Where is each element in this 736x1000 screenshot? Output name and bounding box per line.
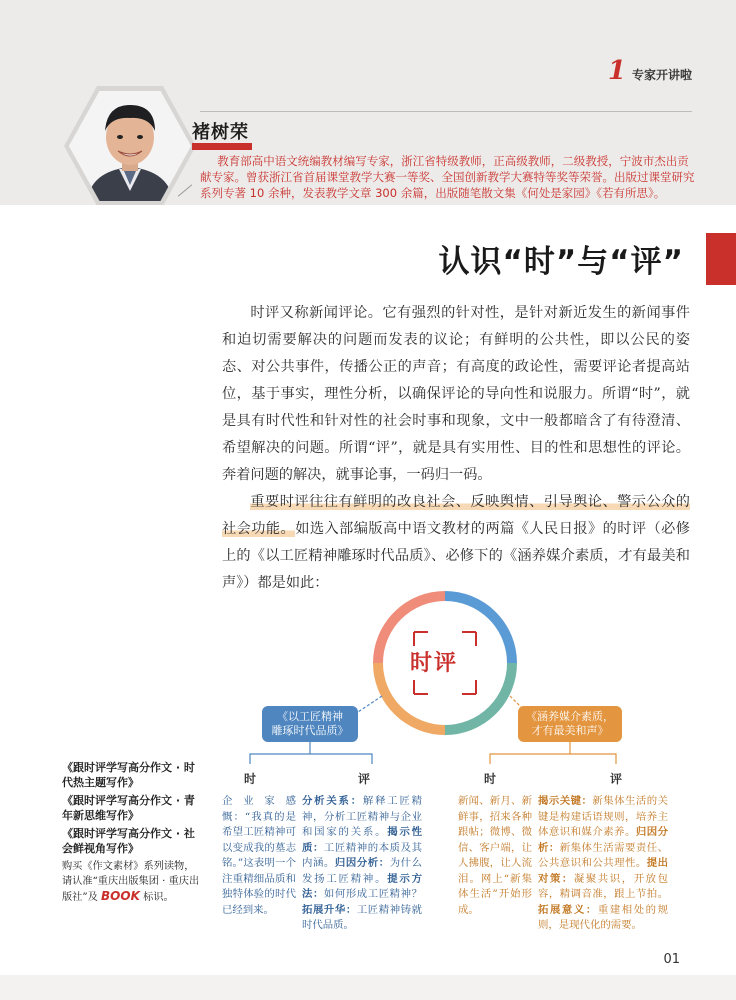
section-name: 专家开讲啦 [631,68,692,82]
name-underline [192,143,252,150]
left-article-pill [262,706,358,742]
point-text: 凝聚共识，开放包容，精调音准，跟上节拍。 [538,872,669,900]
section-number: 1 [607,56,626,86]
keyword: 揭示性质： [302,826,423,854]
point-text: 工匠精神的本质及其内涵。 [302,841,422,869]
point-text: 新集体生活的关键是构建话语规则，培养主体意识和媒介素养。 [538,795,669,838]
point-text: 解释工匠精神，分析工匠精神与企业和国家的关系。 [302,795,423,838]
point-text: 重建相处的规则，是现代化的需要。 [538,903,669,931]
point-text: 工匠精神铸就时代品质。 [302,903,423,931]
highlighted-sentence: 重要时评往往有鲜明的改良社会、反映舆情、引导舆论、警示公众的社会功能。 [222,494,690,537]
right-shi-label: 时 [484,772,497,786]
keyword: 拓展意义： [538,903,598,916]
shi-ping-diagram [222,588,698,958]
article-body [222,300,690,597]
left-shi-text: 企业家感慨：“我真的是希望工匠精神可以变成我的墓志铭。”这表明一个注重精细品质和独特体验的时代已经到来。 [222,795,296,916]
keyword: 提示方法： [302,872,423,900]
right-shi-text: 新闻、新月、新鲜事，招来各种跟帖；微博、微信、客户端，让人拂腹，让人流泪。网上“新集体生活”开始形成。 [458,795,532,916]
right-ping-text [538,794,668,934]
left-shi-label: 时 [244,772,257,786]
left-ping-text [302,794,422,934]
right-pill-line2: 才有最美和声》 [531,724,609,737]
point-text: 为什么发扬工匠精神。 [302,857,423,885]
keyword: 归因分析： [538,826,669,854]
book-title-2: 《跟时评学写高分作文 · 青年新思维写作》 [62,794,195,822]
keyword: 提出对策： [538,857,669,885]
book-logo-icon: BOOK [101,889,140,903]
red-tab-marker [706,233,736,285]
point-text: 如何形成工匠精神？ [323,888,422,900]
diagram-center-label: 时评 [410,651,459,676]
author-bio: 教育部高中语文统编教材编写专家，浙江省特级教师，正高级教师，二级教授，宁波市杰出贡献专家。曾获浙江省首届课堂教学大赛一等奖、全国创新教学大赛特等奖等荣誉。出版过课堂研究系列专著 10 余种，发表教学文章 300 余篇，出版随笔散文集《何处是家园》《若有所思》。 [200,154,695,200]
purchase-note [62,859,200,905]
left-pill-line1: 《以工匠精神 [277,710,343,723]
section-tag [608,56,692,86]
left-pill-line2: 雕琢时代品质》 [271,724,349,737]
point-text: 新集体生活需要责任、公共意识和公共理性。 [538,841,669,869]
right-article-pill [518,706,622,742]
diagram-connectors [222,588,698,788]
keyword: 拓展升华： [302,903,357,916]
paragraph-2-rest: 如选入部编版高中语文教材的两篇《人民日报》的时评（必修上的《以工匠精神雕琢时代品质》、必修下的《涵养媒介素质，才有最美和声》）都是如此： [222,521,690,591]
paragraph-2 [222,489,690,597]
page-number: 01 [663,952,680,967]
book-title-1: 《跟时评学写高分作文 · 时代热主题写作》 [62,761,195,789]
right-ping-label: 评 [610,772,623,786]
book-promo-sidebar [62,760,200,905]
left-ping-label: 评 [358,772,371,786]
purchase-note-text: 购买《作文素材》系列读物，请认准“重庆出版集团 · 重庆出版社”及 [62,861,200,903]
author-name: 褚树荣 [192,122,249,143]
keyword: 归因分析： [334,857,390,869]
book-title-3: 《跟时评学写高分作文 · 社会鲜视角写作》 [62,827,195,855]
keyword: 分析关系： [302,795,363,807]
paragraph-1: 时评又称新闻评论。它有强烈的针对性，是针对新近发生的新闻事件和迫切需要解决的问题而发表的议论；有鲜明的公共性，即以公民的姿态、对公共事件，传播公正的声音；有高度的政论性，需要评论者提高站位，基于事实，理性分析，以确保评论的导向性和说服力。所谓“时”，就是具有时代性和针对性的社会时事和现象，文中一般都暗含了有待澄清、希望解决的问题。所谓“评”，就是具有实用性、目的性和思想性的评论。奔着问题的解决，就事论事，一码归一码。 [222,305,690,483]
right-pill-line1: 《涵养媒介素质， [526,710,614,723]
purchase-note-end: 标识。 [143,892,174,903]
header-rule [200,111,692,112]
article-title: 认识“时”与“评” [438,244,684,280]
keyword: 揭示关键： [538,795,593,807]
